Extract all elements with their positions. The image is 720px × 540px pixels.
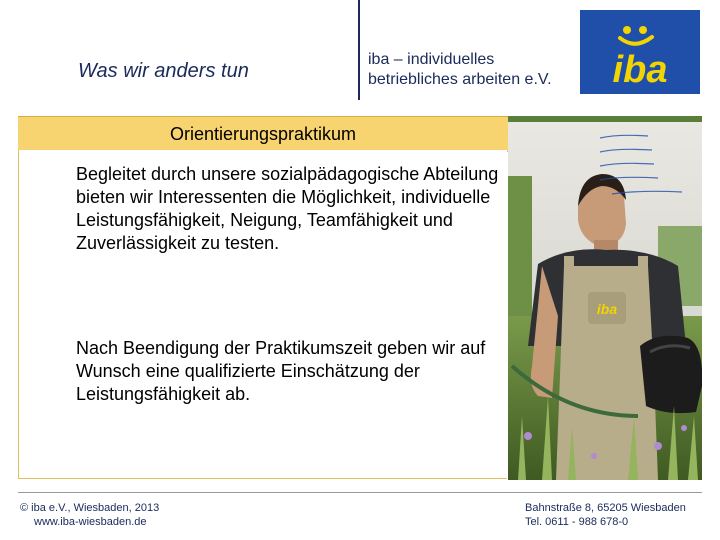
organization-name <box>368 50 552 90</box>
footer-divider <box>18 492 702 493</box>
organization-name-line2: betriebliches arbeiten e.V. <box>368 71 552 88</box>
logo-wordmark: iba <box>612 49 668 91</box>
paragraph-assessment: Nach Beendigung der Praktikumszeit geben wir auf Wunsch eine qualifizierte Einschätzung der Leistungsfähigkeit ab. <box>76 338 486 404</box>
header-divider <box>358 0 360 100</box>
intern-photo <box>508 116 702 480</box>
footer-website-link[interactable]: www.iba-wiesbaden.de <box>34 516 147 528</box>
footer-phone: Tel. 0611 - 988 678-0 <box>525 516 629 528</box>
page-heading: Was wir anders tun <box>78 60 249 82</box>
footer-copyright: © iba e.V., Wiesbaden, 2013 <box>20 502 160 514</box>
section-title: Orientierungspraktikum <box>169 124 357 144</box>
footer-address: Bahnstraße 8, 65205 Wiesbaden <box>525 502 686 514</box>
footer-left <box>20 501 159 529</box>
bib-logo: iba <box>596 301 618 317</box>
iba-logo <box>580 10 700 94</box>
paragraph-intro: Begleitet durch unsere sozialpädagogische Abteilung bieten wir Interessenten die Möglichkeit, individuelle Leistungsfähigkeit, Neigung, Teamfähigkeit und Zuverlässigkeit zu testen. <box>76 164 499 253</box>
footer-right <box>525 501 686 529</box>
section-title-band <box>18 116 508 152</box>
organization-name-line1: iba – individuelles <box>368 51 495 68</box>
